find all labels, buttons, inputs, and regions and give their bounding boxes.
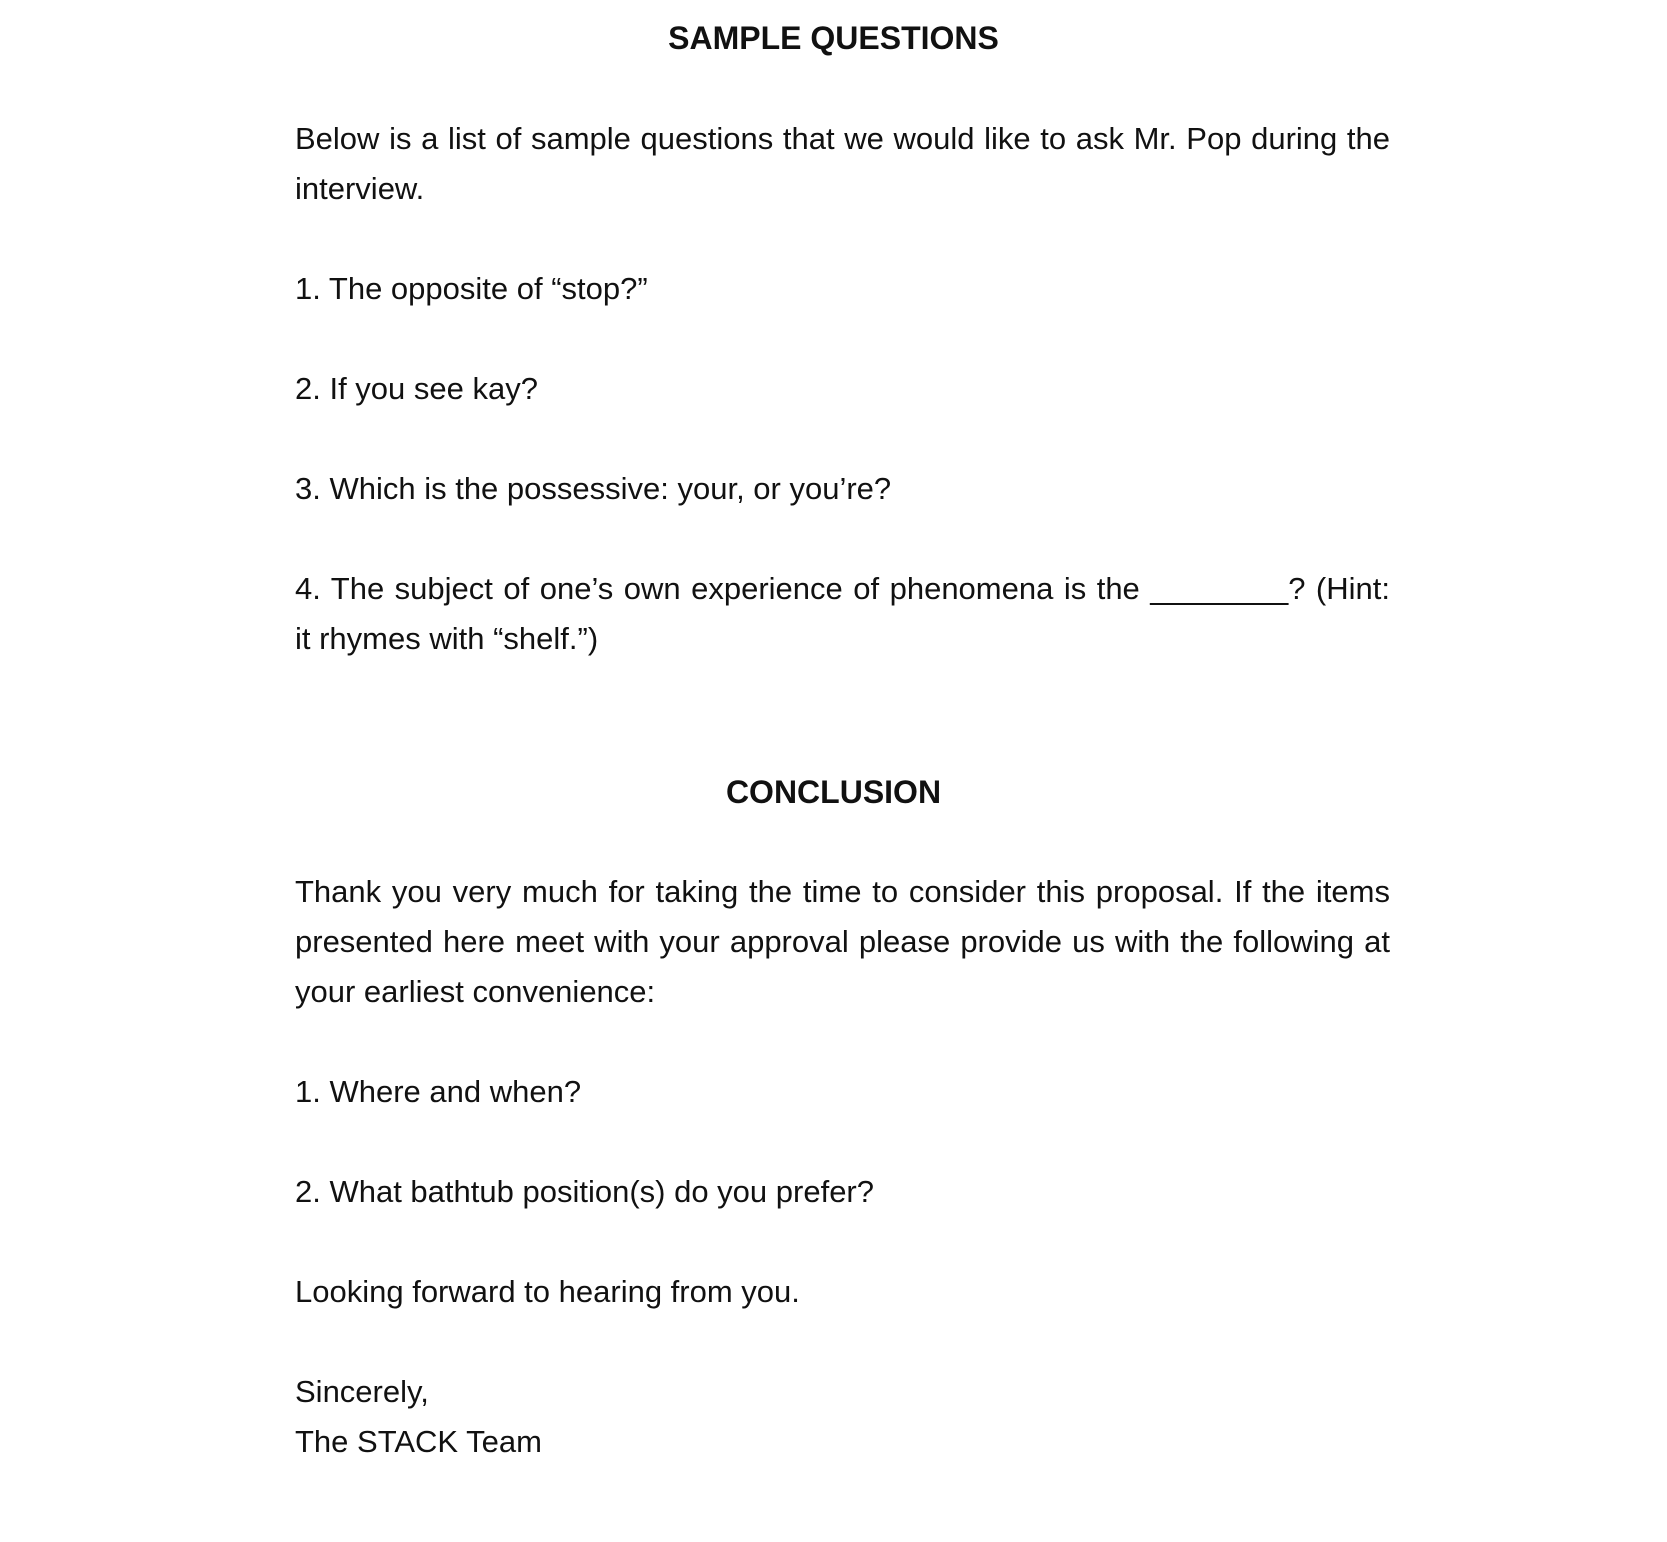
closing-line: Looking forward to hearing from you. [295, 1274, 800, 1309]
signoff: Sincerely, [295, 1374, 429, 1409]
sample-questions-heading: SAMPLE QUESTIONS [668, 20, 999, 56]
conclusion-heading: CONCLUSION [725, 774, 942, 810]
question-4: 4. The subject of one’s own experience of phenomena is the ________? (Hint: it rhymes with “shelf.”) [295, 571, 1390, 656]
intro-paragraph: Below is a list of sample questions that we would like to ask Mr. Pop during the interview. [295, 121, 1390, 206]
question-1: 1. The opposite of “stop?” [295, 271, 648, 306]
conclusion-item-2: 2. What bathtub position(s) do you prefer? [295, 1174, 874, 1209]
conclusion-item-1: 1. Where and when? [295, 1074, 582, 1109]
question-3: 3. Which is the possessive: your, or you’re? [295, 471, 892, 506]
question-2: 2. If you see kay? [295, 371, 538, 406]
signature: The STACK Team [295, 1424, 542, 1459]
conclusion-paragraph: Thank you very much for taking the time to consider this proposal. If the items presented here meet with your approval please provide us with the following at your earliest convenience: [295, 874, 1390, 1009]
